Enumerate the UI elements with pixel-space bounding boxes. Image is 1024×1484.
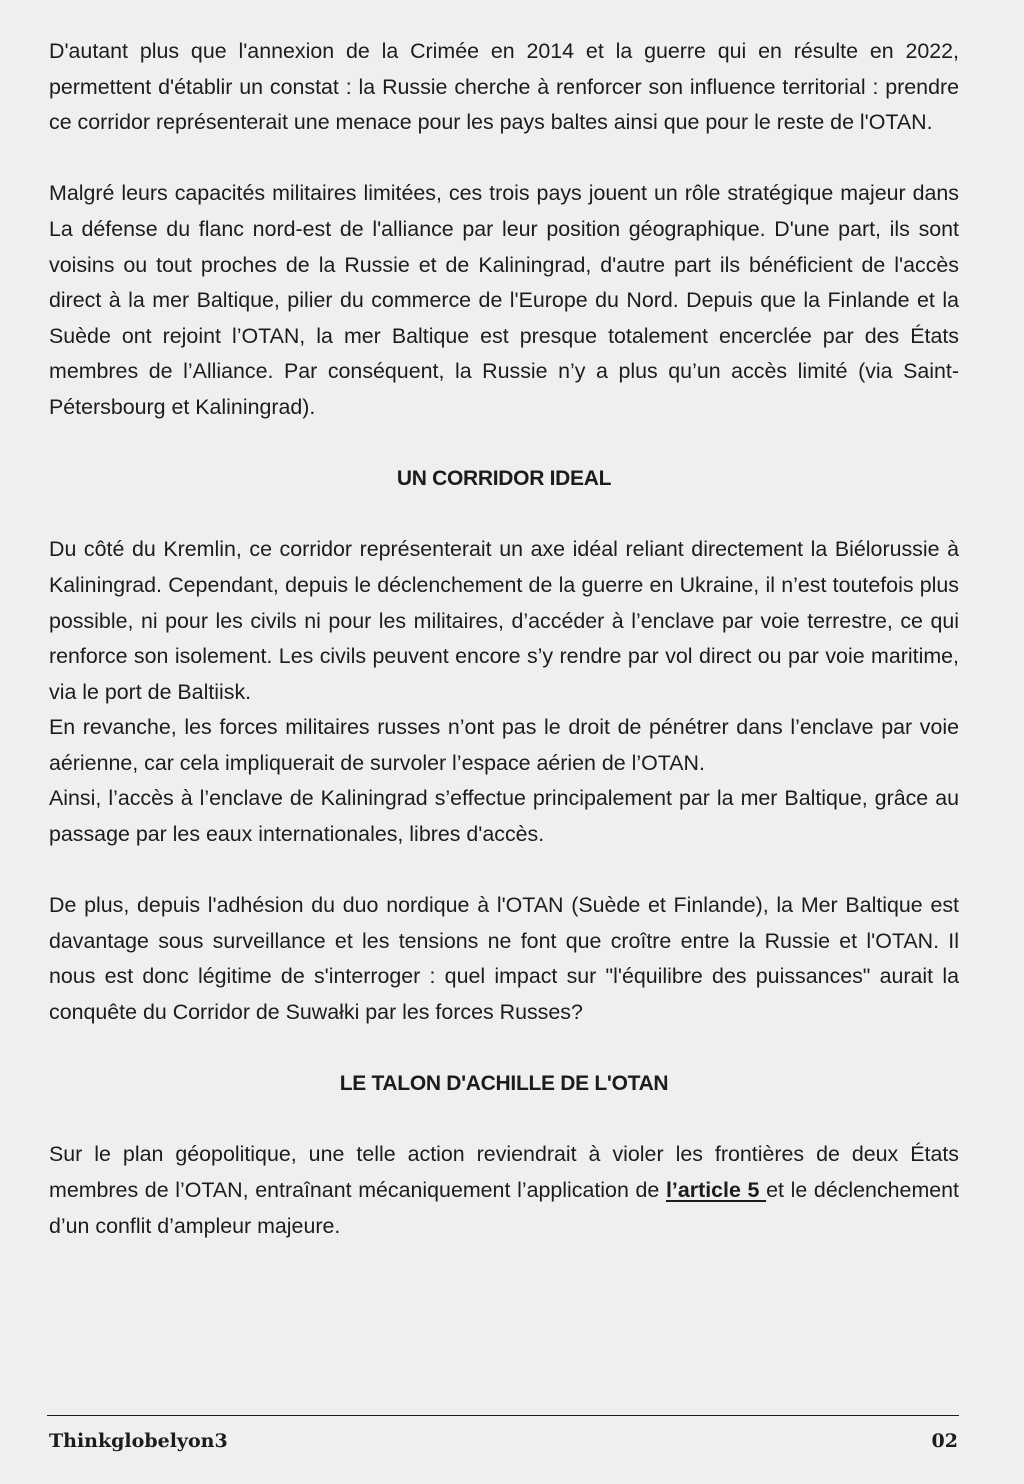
paragraph-kremlin-side: Du côté du Kremlin, ce corridor représenterait un axe idéal reliant directement la Biélorussie à Kaliningrad. Cependant, depuis le déclenchement de la guerre en Ukraine, il n’est toutefois plus possible, ni pour les civils ni pour les militaires, d’accéder à l’enclave par voie terrestre, ce qui renforce son isolement. Les civils peuvent encore s’y rendre par vol direct ou par voie maritime, via le port de Baltiisk. — [49, 537, 959, 704]
article-5-link[interactable]: l’article 5 — [665, 1178, 767, 1202]
paragraph-crimea: D'autant plus que l'annexion de la Crimée en 2014 et la guerre qui en résulte en 2022, permettent d'établir un constat : la Russie cherche à renforcer son influence territorial : prendre ce corridor représenterait une menace pour les pays baltes ainsi que pour le reste de l'OTAN. — [49, 39, 959, 135]
paragraph-sea-access: Ainsi, l’accès à l’enclave de Kaliningrad s’effectue principalement par la mer Baltique, grâce au passage par les eaux internationales, libres d'accès. — [49, 786, 959, 847]
page-number: 02 — [931, 1430, 958, 1452]
paragraph-geopolitics — [49, 1137, 959, 1244]
section-heading-ideal-corridor: UN CORRIDOR IDEAL — [396, 467, 612, 491]
paragraph-military-access: En revanche, les forces militaires russes n’ont pas le droit de pénétrer dans l’enclave par voie aérienne, car cela impliquerait de survoler l’espace aérien de l’OTAN. — [49, 715, 959, 775]
footer-brand: Thinkglobelyon3 — [49, 1430, 228, 1452]
article-body — [49, 34, 959, 1244]
paragraph-geopolitics-text-end: et le déclenchement d’un conflit d’ampleur majeure. — [49, 1178, 960, 1238]
paragraph-nordic-duo: De plus, depuis l'adhésion du duo nordique à l'OTAN (Suède et Finlande), la Mer Baltique est davantage sous surveillance et les tensions ne font que croître entre la Russie et l'OTAN. Il nous est donc légitime de s'interroger : quel impact sur "l'équilibre des puissances" aurait la conquête du Corridor de Suwałki par les forces Russes? — [49, 893, 959, 1025]
paragraph-geopolitics-text-start: Sur le plan géopolitique, une telle action reviendrait à violer les frontières de deux États membres de l’OTAN, entraînant mécaniquement l’application de — [49, 1142, 959, 1202]
footer-divider — [47, 1415, 959, 1416]
section-heading-achilles-heel: LE TALON D'ACHILLE DE L'OTAN — [339, 1072, 669, 1096]
paragraph-baltic-states: Malgré leurs capacités militaires limitées, ces trois pays jouent un rôle stratégique majeur dans La défense du flanc nord-est de l'alliance par leur position géographique. D'une part, ils sont voisins ou tout proches de la Russie et de Kaliningrad, d'autre part ils bénéficient de l'accès direct à la mer Baltique, pilier du commerce de l'Europe du Nord. Depuis que la Finlande et la Suède ont rejoint l’OTAN, la mer Baltique est presque totalement encerclée par des États membres de l’Alliance. Par conséquent, la Russie n’y a plus qu’un accès limité (via Saint-Pétersbourg et Kaliningrad). — [49, 181, 959, 419]
